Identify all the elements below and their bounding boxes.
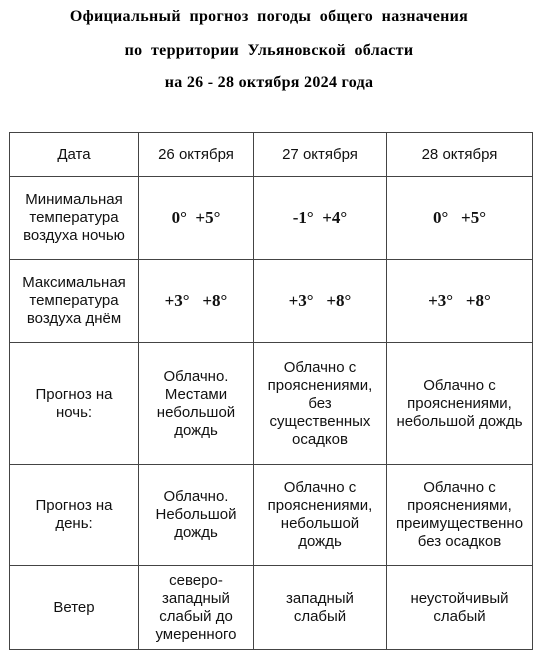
- table-row-wind: [10, 566, 533, 650]
- table-row-min-temp: [10, 177, 533, 260]
- row-label-wind: Ветер: [10, 566, 139, 650]
- min-temp-day-2: -1° +4°: [254, 177, 387, 260]
- table-row-night-forecast: [10, 343, 533, 465]
- day-forecast-day-3: Облачно с прояснениями, преимущественно без осадков: [387, 465, 533, 566]
- forecast-table: [9, 132, 533, 650]
- night-forecast-day-3: Облачно с прояснениями, небольшой дождь: [387, 343, 533, 465]
- document-title-line-2: по территории Ульяновской области: [124, 42, 414, 59]
- header-day-1: 26 октября: [139, 133, 254, 177]
- row-label-night-forecast: Прогноз на ночь:: [10, 343, 139, 465]
- document-title-line-1: Официальный прогноз погоды общего назначения: [69, 8, 469, 25]
- row-label-max-temp: Максимальная температура воздуха днём: [10, 260, 139, 343]
- max-temp-day-1: +3° +8°: [139, 260, 254, 343]
- min-temp-day-3: 0° +5°: [387, 177, 533, 260]
- night-forecast-day-1: Облачно. Местами небольшой дождь: [139, 343, 254, 465]
- max-temp-day-3: +3° +8°: [387, 260, 533, 343]
- table-row-day-forecast: [10, 465, 533, 566]
- day-forecast-day-1: Облачно. Небольшой дождь: [139, 465, 254, 566]
- night-forecast-day-2: Облачно с прояснениями, без существенных осадков: [254, 343, 387, 465]
- header-date: Дата: [10, 133, 139, 177]
- wind-day-1: северо- западный слабый до умеренного: [139, 566, 254, 650]
- header-day-2: 27 октября: [254, 133, 387, 177]
- min-temp-day-1: 0° +5°: [139, 177, 254, 260]
- document-title-line-3: на 26 - 28 октября 2024 года: [164, 74, 374, 91]
- header-day-3: 28 октября: [387, 133, 533, 177]
- table-header-row: [10, 133, 533, 177]
- row-label-day-forecast: Прогноз на день:: [10, 465, 139, 566]
- wind-day-2: западный слабый: [254, 566, 387, 650]
- table-row-max-temp: [10, 260, 533, 343]
- day-forecast-day-2: Облачно с прояснениями, небольшой дождь: [254, 465, 387, 566]
- wind-day-3: неустойчивый слабый: [387, 566, 533, 650]
- row-label-min-temp: Минимальная температура воздуха ночью: [10, 177, 139, 260]
- max-temp-day-2: +3° +8°: [254, 260, 387, 343]
